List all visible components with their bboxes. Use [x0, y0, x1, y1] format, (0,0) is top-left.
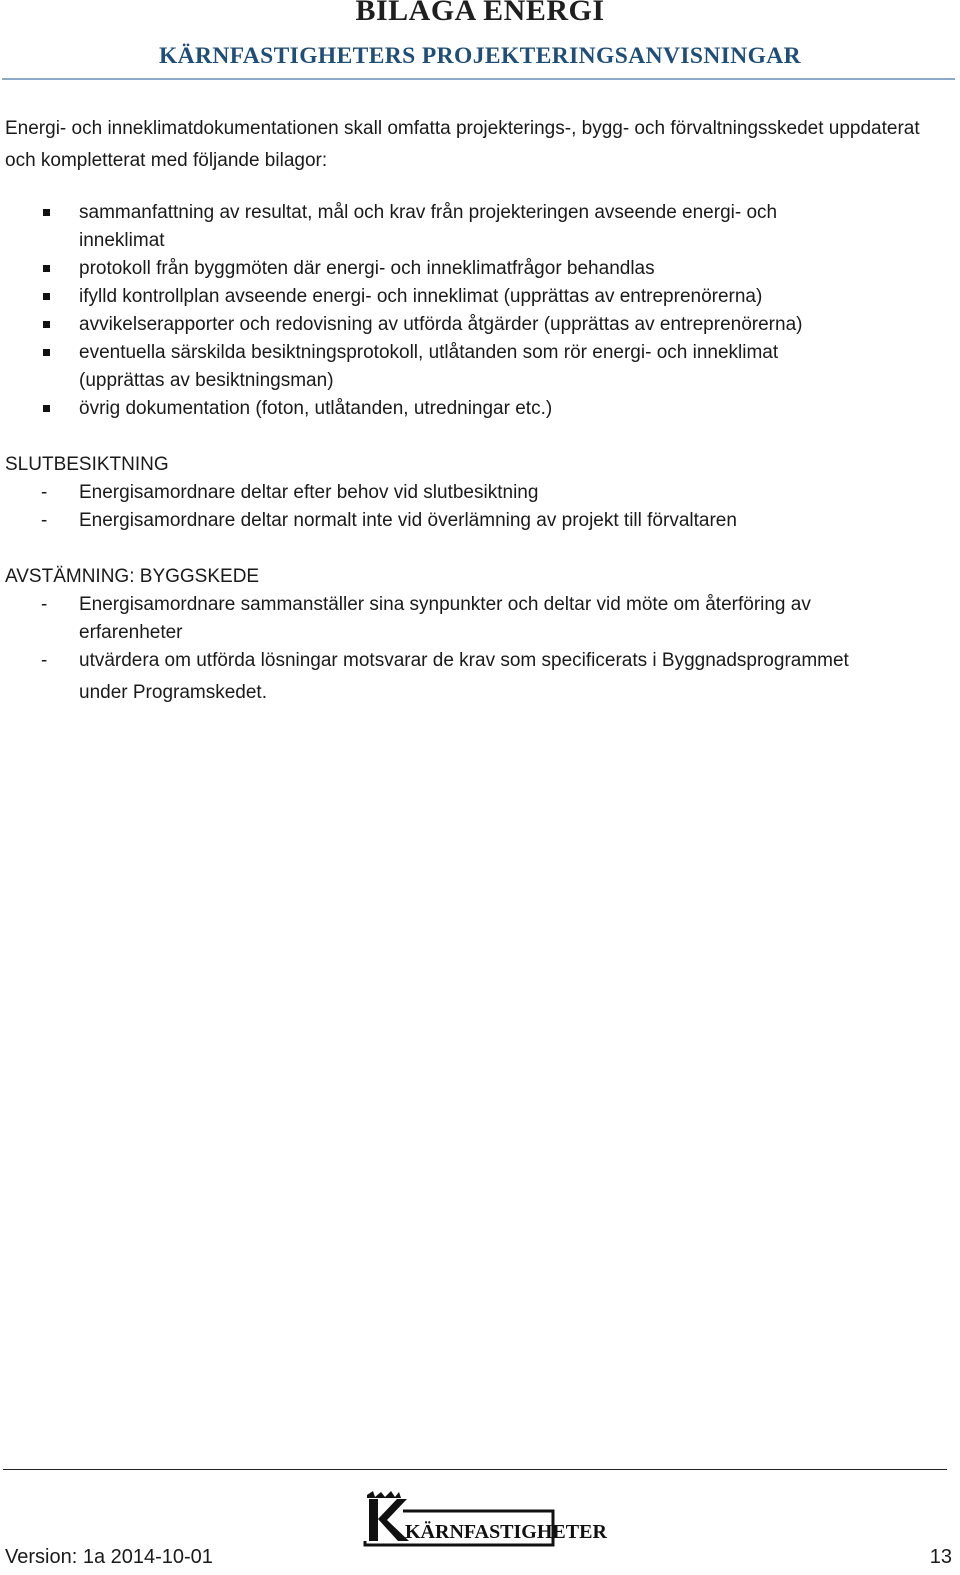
page-number: 13 — [929, 1546, 952, 1568]
karnfastigheter-logo — [363, 1489, 607, 1547]
svg-text:KÄRNFASTIGHETER: KÄRNFASTIGHETER — [405, 1521, 607, 1543]
list-item-continuation: under Programskedet. — [79, 682, 267, 703]
footer-divider — [3, 1469, 947, 1470]
bullet-square-icon — [43, 405, 50, 412]
bullet-square-icon — [43, 265, 50, 272]
list-item: Energisamordnare deltar normalt inte vid överlämning av projekt till förvaltaren — [79, 510, 737, 531]
list-item: övrig dokumentation (foton, utlåtanden, utredningar etc.) — [79, 398, 553, 419]
header-divider — [2, 78, 955, 80]
bullet-square-icon — [43, 321, 50, 328]
list-item: utvärdera om utförda lösningar motsvarar de krav som specificerats i Byggnadsprogrammet — [79, 650, 849, 671]
bullet-square-icon — [43, 209, 50, 216]
dash-marker: - — [41, 482, 48, 503]
page-subtitle: KÄRNFASTIGHETERS PROJEKTERINGSANVISNINGAR — [158, 43, 802, 69]
list-item: sammanfattning av resultat, mål och krav från projekteringen avseende energi- och — [79, 202, 778, 223]
dash-marker: - — [41, 594, 48, 615]
bullet-square-icon — [43, 293, 50, 300]
list-item: protokoll från byggmöten där energi- och inneklimatfrågor behandlas — [79, 258, 655, 279]
list-item: Energisamordnare deltar efter behov vid slutbesiktning — [79, 482, 539, 503]
list-item: avvikelserapporter och redovisning av utförda åtgärder (upprättas av entreprenörerna) — [79, 314, 803, 335]
page-title: BILAGA ENERGI — [355, 0, 605, 27]
list-item: ifylld kontrollplan avseende energi- och inneklimat (upprättas av entreprenörerna) — [79, 286, 763, 307]
list-item: eventuella särskilda besiktningsprotokoll, utlåtanden som rör energi- och inneklimat — [79, 342, 779, 363]
dash-marker: - — [41, 510, 48, 531]
section-heading-slutbesiktning: SLUTBESIKTNING — [5, 454, 169, 475]
list-item-continuation: (upprättas av besiktningsman) — [79, 370, 334, 391]
footer-version: Version: 1a 2014-10-01 — [5, 1546, 213, 1568]
dash-marker: - — [41, 650, 48, 671]
section-heading-avstamning: AVSTÄMNING: BYGGSKEDE — [5, 566, 260, 587]
list-item: Energisamordnare sammanställer sina synpunkter och deltar vid möte om återföring av — [79, 594, 811, 615]
list-item-continuation: erfarenheter — [79, 622, 183, 643]
intro-paragraph: Energi- och inneklimatdokumentationen skall omfatta projekterings-, bygg- och förvaltningsskedet uppdaterat och kompletterat med följande bilagor: — [5, 118, 920, 171]
bullet-square-icon — [43, 349, 50, 356]
list-item-continuation: inneklimat — [79, 230, 165, 251]
